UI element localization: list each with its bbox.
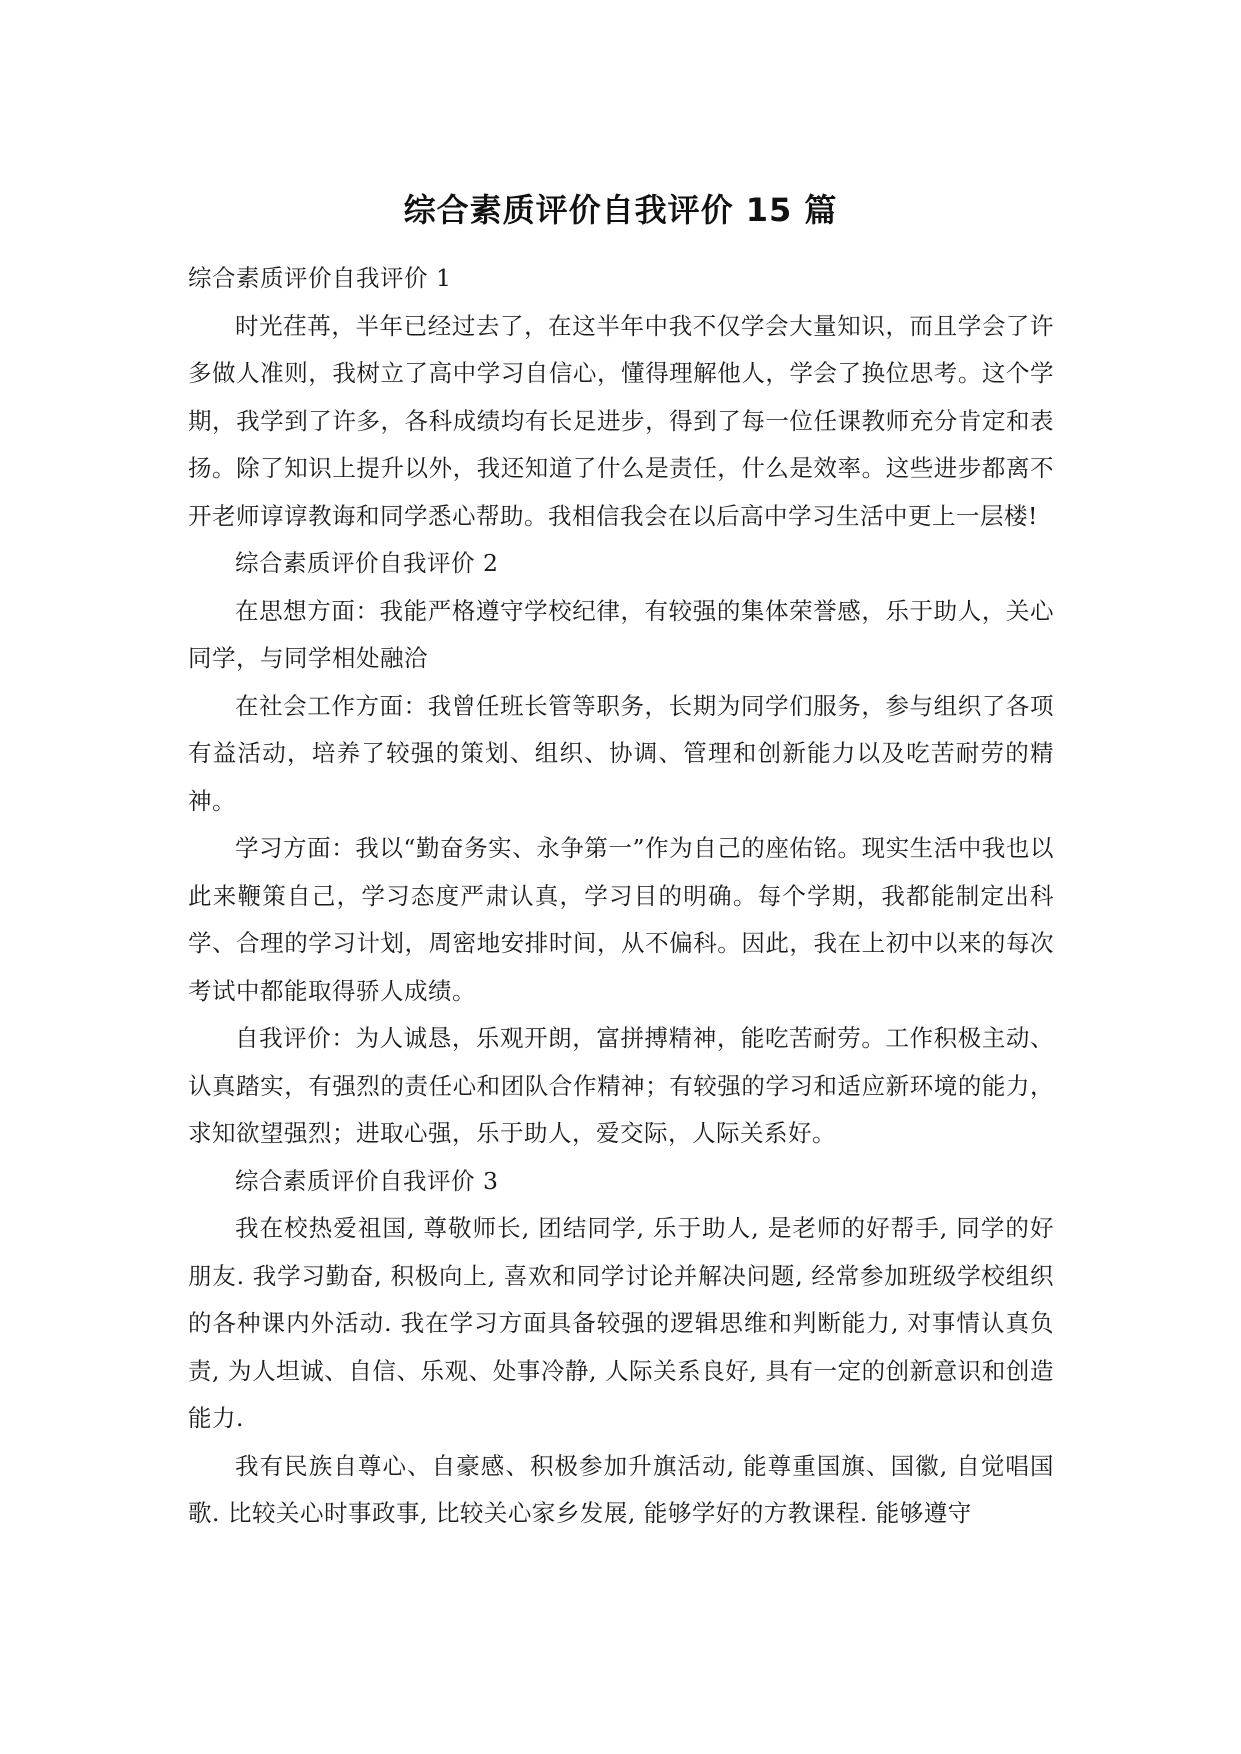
paragraph: 我在校热爱祖国, 尊敬师长, 团结同学, 乐于助人, 是老师的好帮手, 同学的好朋友. 我学习勤奋, 积极向上, 喜欢和同学讨论并解决问题, 经常参加班级学校组织的各种课内外活动. 我在学习方面具备较强的逻辑思维和判断能力, 对事情认真负责, 为人坦诚、自信、乐观、处事冷静, 人际关系良好, 具有一定的创新意识和创造能力. <box>188 1214 1054 1432</box>
document-title: 综合素质评价自我评价 15 篇 <box>403 191 838 229</box>
paragraph: 学习方面：我以“勤奋务实、永争第一”作为自己的座佑铭。现实生活中我也以此来鞭策自己，学习态度严肃认真，学习目的明确。每个学期，我都能制定出科学、合理的学习计划，周密地安排时间，从不偏科。因此，我在上初中以来的每次考试中都能取得骄人成绩。 <box>188 834 1054 1005</box>
paragraph: 在思想方面：我能严格遵守学校纪律，有较强的集体荣誉感，乐于助人，关心同学，与同学相处融洽 <box>188 596 1054 672</box>
document-body <box>188 255 1054 1538</box>
paragraph: 我有民族自尊心、自豪感、积极参加升旗活动, 能尊重国旗、国徽, 自觉唱国歌. 比较关心时事政事, 比较关心家乡发展, 能够学好的方教课程. 能够遵守 <box>188 1451 1054 1527</box>
paragraph: 自我评价：为人诚恳，乐观开朗，富拼搏精神，能吃苦耐劳。工作积极主动、认真踏实，有强烈的责任心和团队合作精神；有较强的学习和适应新环境的能力，求知欲望强烈；进取心强，乐于助人，爱交际，人际关系好。 <box>188 1024 1054 1147</box>
paragraph: 时光荏苒，半年已经过去了，在这半年中我不仅学会大量知识，而且学会了许多做人准则，我树立了高中学习自信心，懂得理解他人，学会了换位思考。这个学期，我学到了许多，各科成绩均有长足进步，得到了每一位任课教师充分肯定和表扬。除了知识上提升以外，我还知道了什么是责任，什么是效率。这些进步都离不开老师谆谆教诲和同学悉心帮助。我相信我会在以后高中学习生活中更上一层楼! <box>188 311 1054 530</box>
section-heading-3: 综合素质评价自我评价 3 <box>235 1166 499 1195</box>
section-heading-2: 综合素质评价自我评价 2 <box>235 549 499 577</box>
section-heading-1: 综合素质评价自我评价 1 <box>188 264 452 292</box>
paragraph: 在社会工作方面：我曾任班长管等职务，长期为同学们服务，参与组织了各项有益活动，培养了较强的策划、组织、协调、管理和创新能力以及吃苦耐劳的精神。 <box>188 691 1054 815</box>
